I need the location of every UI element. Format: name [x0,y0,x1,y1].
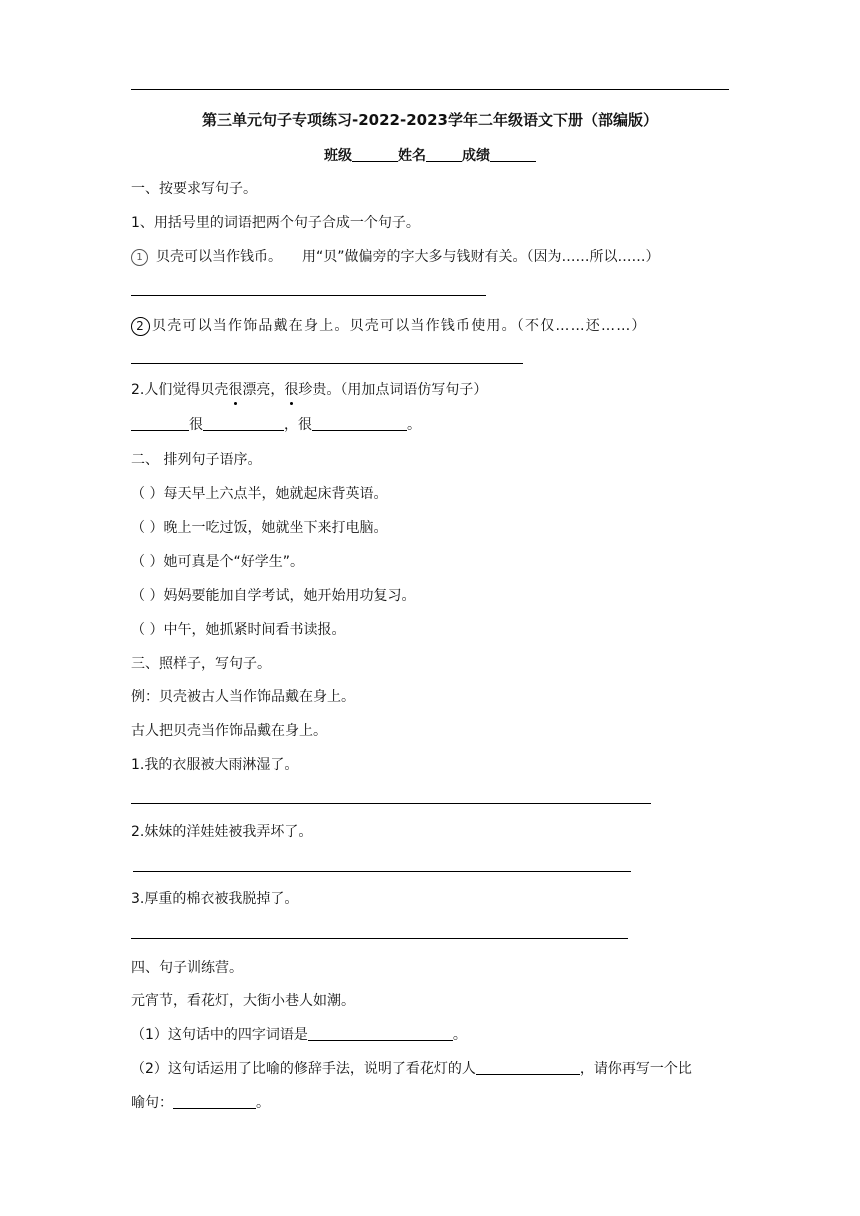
order-item-5[interactable]: （ ）中午，她抓紧时间看书读报。 [131,622,346,638]
s3-example-answer: 古人把贝壳当作饰品戴在身上。 [131,723,327,739]
s4-question-2 [131,1059,692,1079]
s4-q2-end-mark: 。 [256,1095,270,1111]
s3-q1-answer-line[interactable] [131,803,651,804]
emphasis-dot-word-2: 很 [284,382,299,398]
s3-q3-answer-line[interactable] [131,938,628,939]
section-1-heading: 一、按要求写句子。 [131,181,257,197]
s4-q2-blank-1[interactable] [476,1060,580,1075]
s1-item-1-sentence-a: 贝壳可以当作钱币。 [156,249,282,265]
s1-q2-fill-line [131,415,421,435]
order-item-3[interactable]: （ ）她可真是个“好学生”。 [131,554,304,570]
s3-question-3: 3.厚重的棉衣被我脱掉了。 [131,891,299,907]
s1-q2-text-pre: 2.人们觉得贝壳 [131,382,229,398]
order-item-2[interactable]: （ ）晚上一吃过饭，她就坐下来打电脑。 [131,520,388,536]
s3-question-2: 2.妹妹的洋娃娃被我弄坏了。 [131,824,313,840]
circled-number-2: 2 [131,317,150,336]
top-rule [131,89,729,90]
s1-item-1 [131,247,660,267]
fill-blank-1[interactable] [131,416,189,431]
s4-q1-text: （1）这句话中的四字词语是 [131,1027,308,1043]
s1-question-2 [131,380,487,400]
s4-question-2-line-2 [131,1093,270,1113]
s1-item-2-sentence: 贝壳可以当作饰品戴在身上。贝壳可以当作钱币使用。（不仅……还……） [152,318,647,334]
fill-blank-2[interactable] [203,416,284,431]
s1-q2-text-post: 珍贵。（用加点词语仿写句子） [298,382,488,398]
s1-item-2-answer-line[interactable] [131,363,523,364]
s1-item-1-answer-line[interactable] [131,295,486,296]
s4-q1-end-mark: 。 [452,1027,467,1043]
fill-word-hen-2: ，很 [284,417,312,433]
class-blank[interactable] [352,147,398,162]
s4-q2-text: （2）这句话运用了比喻的修辞手法，说明了看花灯的人 [131,1061,476,1077]
score-label: 成绩 [462,148,490,164]
s4-q2-blank-2[interactable] [173,1094,256,1109]
page-title: 第三单元句子专项练习-2022-2023学年二年级语文下册（部编版） [202,111,658,129]
fill-end-mark: 。 [407,417,421,433]
s4-q2-line2-label: 喻句： [131,1095,173,1111]
name-label: 姓名 [398,148,426,164]
order-item-1[interactable]: （ ）每天早上六点半，她就起床背英语。 [131,486,388,502]
emphasis-dot-word-1: 很 [228,382,243,398]
name-blank[interactable] [426,147,462,162]
s1-q2-text-mid: 漂亮， [242,382,285,398]
s1-item-2 [131,316,647,336]
s3-question-1: 1.我的衣服被大雨淋湿了。 [131,757,299,773]
section-4-heading: 四、句子训练营。 [131,960,243,976]
s4-question-1 [131,1025,467,1045]
s4-q2-text-post: ，请你再写一个比 [579,1061,692,1077]
student-info-line [0,146,860,166]
circled-number-1: 1 [131,249,148,266]
s1-item-1-sentence-b: 用“贝”做偏旁的字大多与钱财有关。（因为……所以……） [302,249,660,265]
fill-blank-3[interactable] [312,416,407,431]
s4-sentence: 元宵节，看花灯，大街小巷人如潮。 [131,993,355,1009]
s3-example: 例：贝壳被古人当作饰品戴在身上。 [131,689,355,705]
s1-question-1: 1、用括号里的词语把两个句子合成一个句子。 [131,215,420,231]
s4-q1-blank[interactable] [308,1026,453,1041]
fill-word-hen-1: 很 [189,417,203,433]
order-item-4[interactable]: （ ）妈妈要能加自学考试，她开始用功复习。 [131,588,416,604]
class-label: 班级 [324,148,352,164]
s3-q2-answer-line[interactable] [133,871,631,872]
section-3-heading: 三、照样子，写句子。 [131,656,271,672]
section-2-heading: 二、 排列句子语序。 [131,452,262,468]
score-blank[interactable] [490,147,536,162]
